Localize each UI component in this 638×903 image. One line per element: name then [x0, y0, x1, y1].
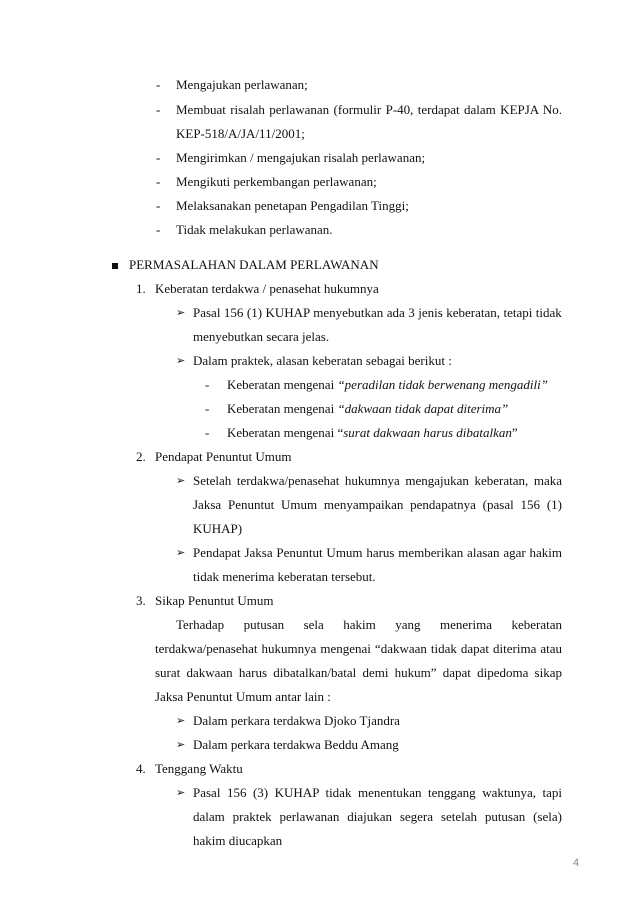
- square-bullet-icon: [112, 263, 118, 269]
- top-list-item: Mengirimkan / mengajukan risalah perlawanan;: [176, 150, 426, 165]
- bullet-text: Pasal 156 (1) KUHAP menyebutkan ada 3 jenis keberatan, tetapi tidak: [193, 305, 562, 320]
- top-list-item: [176, 102, 562, 118]
- bullet-text: Pendapat Jaksa Penuntut Umum harus memberikan alasan agar hakim: [193, 545, 562, 560]
- sub-item: [227, 425, 518, 441]
- dash-marker: -: [156, 150, 161, 165]
- dash-marker: -: [205, 425, 210, 440]
- arrow-bullet-icon: ➢: [176, 547, 186, 559]
- bullet-text: Dalam perkara terdakwa Djoko Tjandra: [193, 713, 400, 728]
- sub-item-italic: “peradilan tidak berwenang mengadili”: [337, 377, 548, 392]
- bullet-text-continuation: menyebutkan secara jelas.: [193, 329, 330, 344]
- item-title: Sikap Penuntut Umum: [155, 593, 274, 608]
- bullet-text-continuation: Jaksa Penuntut Umum menyampaikan pendapatnya (pasal 156 (1): [193, 497, 562, 512]
- top-list-item-text: Membuat risalah perlawanan (formulir P-40, terdapat dalam KEPJA No.: [176, 102, 562, 117]
- justified-line: [176, 102, 562, 118]
- dash-marker: -: [156, 222, 161, 237]
- paragraph-line: surat dakwaan harus dibatalkan/batal demi hukum” dapat dipedoma sikap: [155, 665, 562, 680]
- sub-item-prefix: Keberatan mengenai: [227, 377, 338, 392]
- sub-item-prefix: Keberatan mengenai: [227, 401, 338, 416]
- item-title: Keberatan terdakwa / penasehat hukumnya: [155, 281, 379, 296]
- bullet-text-continuation: KUHAP): [193, 521, 243, 536]
- arrow-bullet-icon: ➢: [176, 739, 186, 751]
- page-number: 4: [573, 857, 580, 869]
- item-number: 1.: [136, 281, 146, 296]
- sub-item-italic: “dakwaan tidak dapat diterima”: [337, 401, 509, 416]
- dash-marker: -: [156, 198, 161, 213]
- item-number: 4.: [136, 761, 146, 776]
- paragraph-line: Terhadap putusan sela hakim yang menerima keberatan: [176, 617, 562, 632]
- bullet-text: Setelah terdakwa/penasehat hukumnya mengajukan keberatan, maka: [193, 473, 562, 488]
- sub-item-prefix: Keberatan mengenai “: [227, 425, 344, 440]
- bullet-text-continuation: tidak menerima keberatan tersebut.: [193, 569, 376, 584]
- sub-item-suffix: ”: [511, 425, 518, 440]
- bullet-text-continuation: dalam praktek perlawanan diajukan segera setelah putusan (sela): [193, 809, 562, 824]
- arrow-bullet-icon: ➢: [176, 307, 186, 319]
- paragraph-line: terdakwa/penasehat hukumnya mengenai “dakwaan tidak dapat diterima atau: [155, 641, 562, 656]
- section-title: PERMASALAHAN DALAM PERLAWANAN: [129, 257, 379, 272]
- sub-item: [227, 401, 508, 417]
- paragraph-line: Jaksa Penuntut Umum antar lain :: [155, 689, 331, 704]
- top-list-item: Melaksanakan penetapan Pengadilan Tinggi;: [176, 198, 409, 213]
- arrow-bullet-icon: ➢: [176, 715, 186, 727]
- top-list-item-continuation: KEP-518/A/JA/11/2001;: [176, 126, 305, 141]
- bullet-text-continuation: hakim diucapkan: [193, 833, 283, 848]
- dash-marker: -: [156, 77, 161, 92]
- arrow-bullet-icon: ➢: [176, 787, 186, 799]
- arrow-bullet-icon: ➢: [176, 355, 186, 367]
- bullet-text: Pasal 156 (3) KUHAP tidak menentukan tenggang waktunya, tapi: [193, 785, 562, 800]
- item-title: Pendapat Penuntut Umum: [155, 449, 292, 464]
- dash-marker: -: [156, 102, 161, 117]
- item-number: 2.: [136, 449, 146, 464]
- top-list-item: Mengikuti perkembangan perlawanan;: [176, 174, 377, 189]
- bullet-text: Dalam praktek, alasan keberatan sebagai berikut :: [193, 353, 452, 368]
- sub-item: [227, 377, 548, 393]
- dash-marker: -: [205, 401, 210, 416]
- item-title: Tenggang Waktu: [155, 761, 243, 776]
- sub-item-italic: surat dakwaan harus dibatalkan: [343, 425, 512, 440]
- dash-marker: -: [156, 174, 161, 189]
- dash-marker: -: [205, 377, 210, 392]
- top-list-item: Tidak melakukan perlawanan.: [176, 222, 333, 237]
- arrow-bullet-icon: ➢: [176, 475, 186, 487]
- bullet-text: Dalam perkara terdakwa Beddu Amang: [193, 737, 399, 752]
- top-list-item: Mengajukan perlawanan;: [176, 77, 308, 92]
- item-number: 3.: [136, 593, 146, 608]
